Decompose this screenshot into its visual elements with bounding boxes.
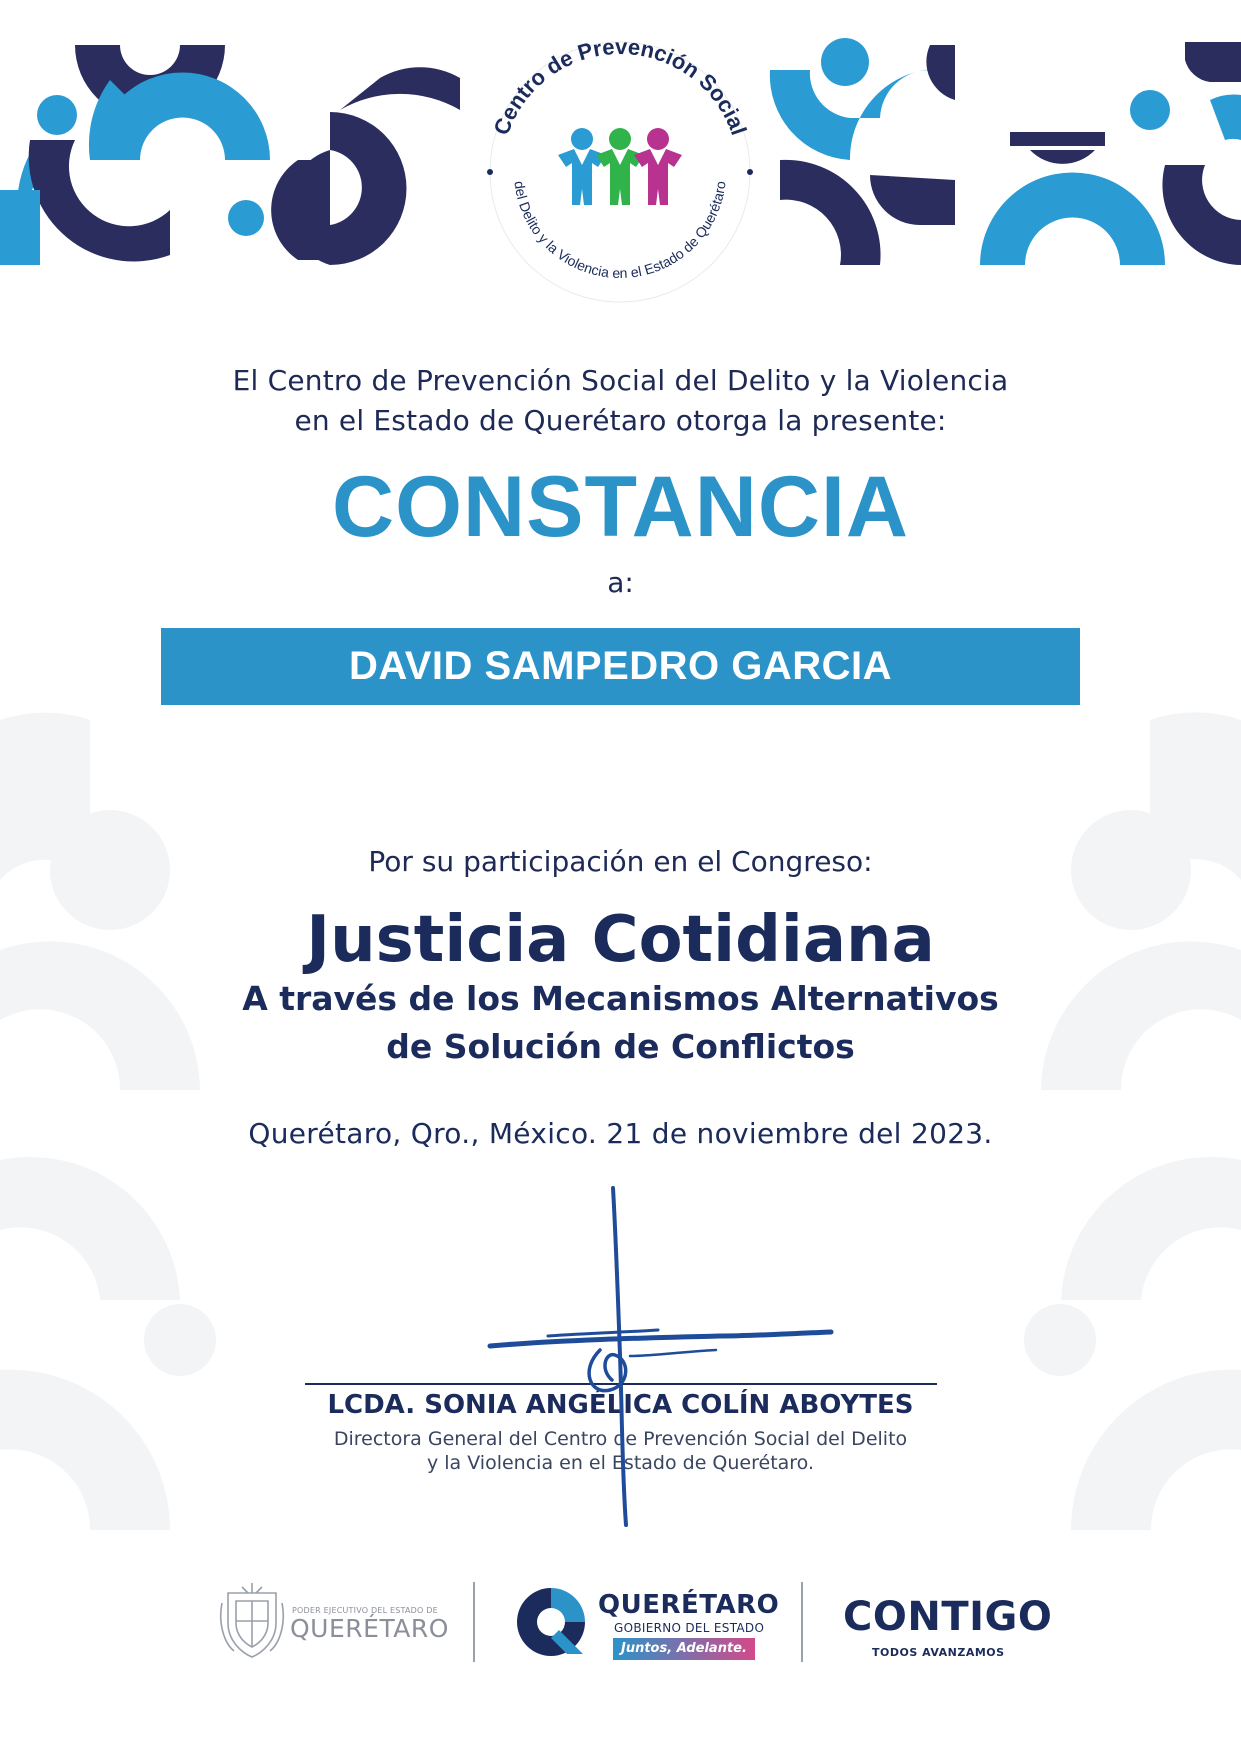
state-coat-of-arms-icon (218, 1583, 286, 1659)
queretaro-q-logo-icon (515, 1586, 587, 1658)
svg-text:Centro de Prevención Social (489, 34, 752, 138)
recipient-name: DAVID SAMPEDRO GARCIA (348, 644, 893, 688)
congress-subtitle-2: de Solución de Conflictos (386, 1027, 855, 1066)
queretaro-logo-gov-text: GOBIERNO DEL ESTADO (614, 1621, 765, 1635)
seal-logo (480, 32, 760, 312)
congress-subtitle-1: A través de los Mecanismos Alternativos (242, 979, 999, 1018)
participation-label: Por su participación en el Congreso: (368, 845, 873, 878)
contigo-logo-sub: TODOS AVANZAMOS (872, 1646, 1005, 1659)
signatory-role-1: Directora General del Centro de Prevención Social del Delito (333, 1428, 908, 1450)
contigo-logo: CONTIGO (843, 1594, 1053, 1640)
seal-bottom-text: del Delito y la Violencia en el Estado de Querétaro (511, 180, 729, 282)
intro-line-2: en el Estado de Querétaro otorga la presente: (294, 404, 947, 437)
svg-text:del Delito y la Violencia en e (511, 180, 728, 281)
intro-line-1: El Centro de Prevención Social del Delito y la Violencia (232, 364, 1009, 397)
place-date: Querétaro, Qro., México. 21 de noviembre del 2023. (248, 1117, 993, 1150)
congress-title: Justicia Cotidiana (306, 903, 935, 977)
queretaro-logo-slogan: Juntos, Adelante. (613, 1638, 755, 1660)
signatory-name: LCDA. SONIA ANGÉLICA COLÍN ABOYTES (327, 1390, 914, 1420)
to-label: a: (607, 566, 634, 599)
queretaro-logo-name: QUERÉTARO (598, 1590, 780, 1620)
handwritten-signature (480, 1180, 840, 1540)
gov-logo-big-text: QUERÉTARO (290, 1614, 449, 1643)
footer-divider-2 (801, 1582, 803, 1662)
people-icon (558, 128, 682, 205)
seal-top-text: Centro de Prevención Social (488, 33, 752, 139)
document-title: CONSTANCIA (332, 459, 909, 555)
gov-logo-small-text: PODER EJECUTIVO DEL ESTADO DE (292, 1606, 438, 1615)
signatory-role-2: y la Violencia en el Estado de Querétaro. (426, 1452, 815, 1474)
recipient-band (161, 628, 1080, 705)
footer-divider-1 (473, 1582, 475, 1662)
